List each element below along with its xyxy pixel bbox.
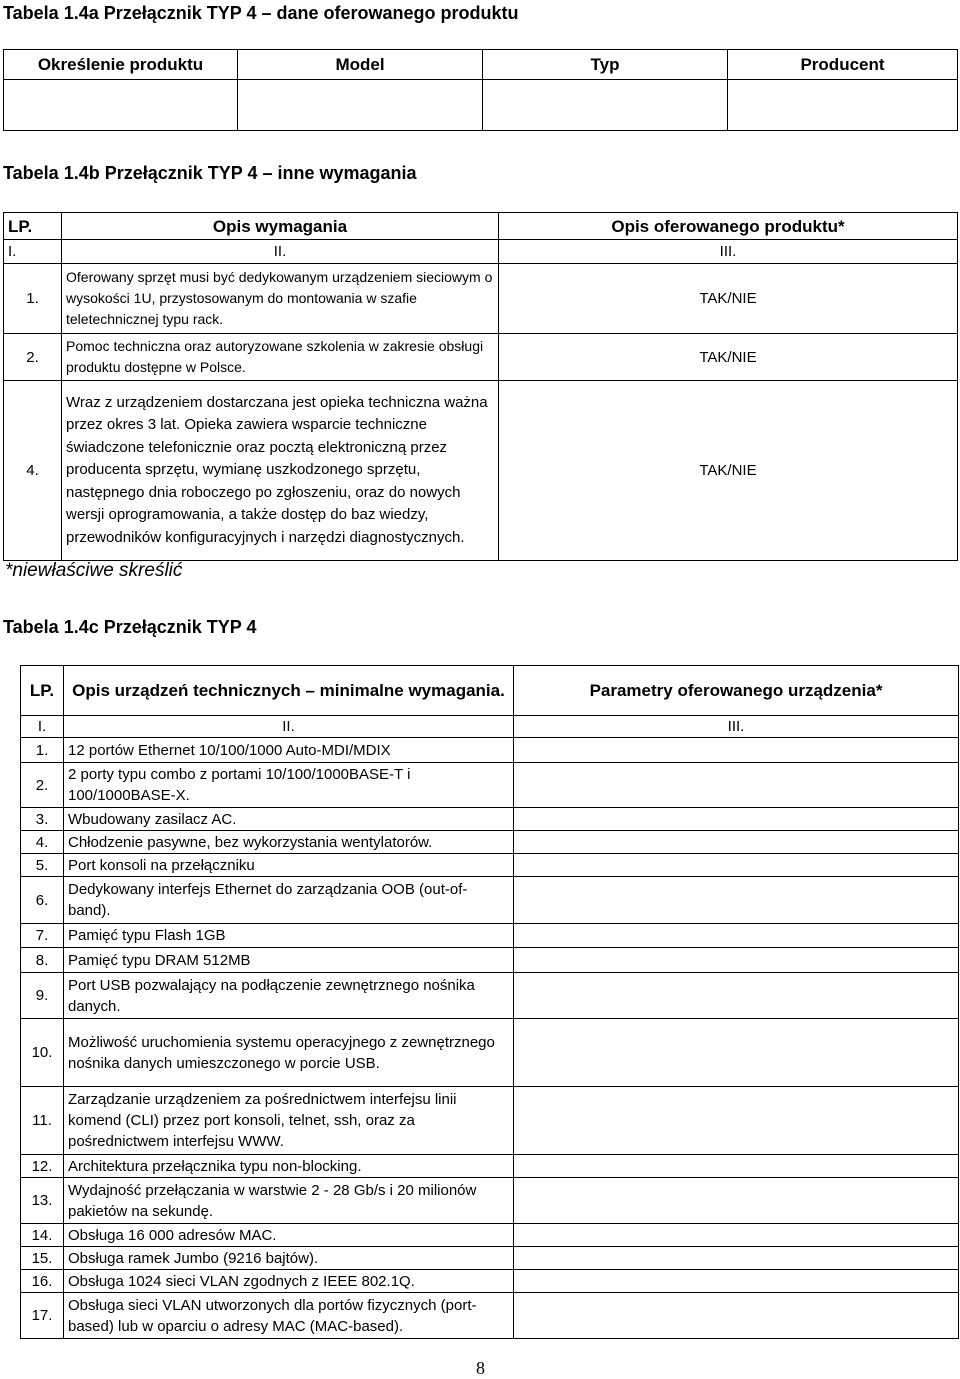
row-parameter-cell[interactable] (514, 924, 959, 948)
row-parameter-cell[interactable] (514, 1270, 959, 1293)
table-c-header-lp: LP. (21, 666, 64, 716)
row-lp: 8. (21, 948, 64, 973)
table-row (21, 1155, 959, 1178)
row-lp: 16. (21, 1270, 64, 1293)
table-row (21, 854, 959, 877)
table-row (21, 1019, 959, 1087)
row-description: Wraz z urządzeniem dostarczana jest opieka techniczna ważna przez okres 3 lat. Opieka zawiera wsparcie techniczne świadczone telefonicznie oraz pocztą elektroniczną przez producenta sprzętu, wymianę uszkodzonego sprzętu, następnego dnia roboczego po zgłoszeniu, oraz do nowych wersji oprogramowania, a także dostęp do baz wiedzy, przewodników konfiguracyjnych i narzędzi diagnostycznych. (62, 381, 499, 561)
row-lp: 1. (21, 738, 64, 763)
row-description: Wbudowany zasilacz AC. (64, 808, 514, 831)
row-lp: 10. (21, 1019, 64, 1087)
row-lp: 9. (21, 973, 64, 1019)
row-parameter-cell[interactable] (514, 877, 959, 924)
table-row (21, 1247, 959, 1270)
table-c-roman-1: I. (21, 716, 64, 738)
row-parameter-cell[interactable] (514, 1224, 959, 1247)
table-a-cell-type[interactable] (483, 80, 728, 131)
page-number: 8 (476, 1358, 485, 1378)
table-row (21, 1224, 959, 1247)
row-lp: 4. (21, 831, 64, 854)
table-c-header-desc: Opis urządzeń technicznych – minimalne wymagania. (64, 666, 514, 716)
table-row (21, 1178, 959, 1224)
table-row (21, 948, 959, 973)
row-lp: 6. (21, 877, 64, 924)
row-parameter-cell[interactable] (514, 831, 959, 854)
row-answer[interactable]: TAK/NIE (499, 334, 958, 381)
table-b-header-offer: Opis oferowanego produktu* (499, 213, 958, 240)
row-lp: 11. (21, 1087, 64, 1155)
table-a-cell-producer[interactable] (728, 80, 958, 131)
table-b-header-desc: Opis wymagania (62, 213, 499, 240)
table-a-cell-model[interactable] (238, 80, 483, 131)
row-description: Pamięć typu DRAM 512MB (64, 948, 514, 973)
table-b-header-lp: LP. (4, 213, 62, 240)
row-description: Chłodzenie pasywne, bez wykorzystania wentylatorów. (64, 831, 514, 854)
table-a-header-type: Typ (483, 50, 728, 80)
table-row (21, 831, 959, 854)
row-parameter-cell[interactable] (514, 854, 959, 877)
row-description: Możliwość uruchomienia systemu operacyjnego z zewnętrznego nośnika danych umieszczonego w porcie USB. (64, 1019, 514, 1087)
table-row (4, 381, 958, 561)
table-a-header-product: Określenie produktu (4, 50, 238, 80)
row-lp: 5. (21, 854, 64, 877)
table-row (21, 924, 959, 948)
row-lp: 15. (21, 1247, 64, 1270)
table-b-roman-2: II. (62, 240, 499, 264)
table-row (21, 877, 959, 924)
row-parameter-cell[interactable] (514, 808, 959, 831)
row-description: Wydajność przełączania w warstwie 2 - 28 Gb/s i 20 milionów pakietów na sekundę. (64, 1178, 514, 1224)
table-row (4, 264, 958, 334)
row-parameter-cell[interactable] (514, 1178, 959, 1224)
row-description: Obsługa 16 000 adresów MAC. (64, 1224, 514, 1247)
row-description: Dedykowany interfejs Ethernet do zarządzania OOB (out-of-band). (64, 877, 514, 924)
table-a-header-model: Model (238, 50, 483, 80)
table-b-caption: Tabela 1.4b Przełącznik TYP 4 – inne wymagania (3, 163, 417, 183)
row-description: Obsługa 1024 sieci VLAN zgodnych z IEEE 802.1Q. (64, 1270, 514, 1293)
row-parameter-cell[interactable] (514, 948, 959, 973)
row-description: 2 porty typu combo z portami 10/100/1000BASE-T i 100/1000BASE-X. (64, 763, 514, 808)
table-row (4, 334, 958, 381)
row-lp: 2. (21, 763, 64, 808)
row-lp: 3. (21, 808, 64, 831)
row-description: 12 portów Ethernet 10/100/1000 Auto-MDI/MDIX (64, 738, 514, 763)
row-description: Architektura przełącznika typu non-blocking. (64, 1155, 514, 1178)
row-parameter-cell[interactable] (514, 1247, 959, 1270)
row-parameter-cell[interactable] (514, 1019, 959, 1087)
table-row (21, 1293, 959, 1339)
table-c-roman-2: II. (64, 716, 514, 738)
row-answer[interactable]: TAK/NIE (499, 381, 958, 561)
table-a (3, 49, 958, 131)
table-c (20, 665, 959, 1339)
table-b-roman-1: I. (4, 240, 62, 264)
row-description: Obsługa sieci VLAN utworzonych dla portów fizycznych (port-based) lub w oparciu o adresy MAC (MAC-based). (64, 1293, 514, 1339)
row-description: Zarządzanie urządzeniem za pośrednictwem interfejsu linii komend (CLI) przez port konsoli, telnet, ssh, oraz za pośrednictwem interfejsu WWW. (64, 1087, 514, 1155)
row-lp: 17. (21, 1293, 64, 1339)
table-row (21, 763, 959, 808)
row-lp: 14. (21, 1224, 64, 1247)
row-description: Pomoc techniczna oraz autoryzowane szkolenia w zakresie obsługi produktu dostępne w Polsce. (62, 334, 499, 381)
table-row (21, 808, 959, 831)
table-a-caption: Tabela 1.4a Przełącznik TYP 4 – dane oferowanego produktu (3, 3, 519, 23)
table-b-roman-3: III. (499, 240, 958, 264)
row-lp: 4. (4, 381, 62, 561)
row-parameter-cell[interactable] (514, 1293, 959, 1339)
table-row (21, 1087, 959, 1155)
table-c-roman-3: III. (514, 716, 959, 738)
row-parameter-cell[interactable] (514, 1155, 959, 1178)
row-answer[interactable]: TAK/NIE (499, 264, 958, 334)
row-parameter-cell[interactable] (514, 738, 959, 763)
table-c-header-params: Parametry oferowanego urządzenia* (514, 666, 959, 716)
row-description: Port USB pozwalający na podłączenie zewnętrznego nośnika danych. (64, 973, 514, 1019)
row-lp: 12. (21, 1155, 64, 1178)
table-c-caption: Tabela 1.4c Przełącznik TYP 4 (3, 617, 257, 637)
row-description: Oferowany sprzęt musi być dedykowanym urządzeniem sieciowym o wysokości 1U, przystosowanym do montowania w szafie teletechnicznej typu rack. (62, 264, 499, 334)
row-lp: 1. (4, 264, 62, 334)
row-parameter-cell[interactable] (514, 1087, 959, 1155)
table-a-cell-product[interactable] (4, 80, 238, 131)
row-lp: 2. (4, 334, 62, 381)
table-row (21, 973, 959, 1019)
table-a-header-producer: Producent (728, 50, 958, 80)
row-lp: 13. (21, 1178, 64, 1224)
row-parameter-cell[interactable] (514, 973, 959, 1019)
row-description: Port konsoli na przełączniku (64, 854, 514, 877)
table-b (3, 212, 958, 561)
row-description: Pamięć typu Flash 1GB (64, 924, 514, 948)
footnote: *niewłaściwe skreślić (5, 560, 183, 581)
row-description: Obsługa ramek Jumbo (9216 bajtów). (64, 1247, 514, 1270)
table-row (21, 1270, 959, 1293)
row-parameter-cell[interactable] (514, 763, 959, 808)
table-row (21, 738, 959, 763)
row-lp: 7. (21, 924, 64, 948)
